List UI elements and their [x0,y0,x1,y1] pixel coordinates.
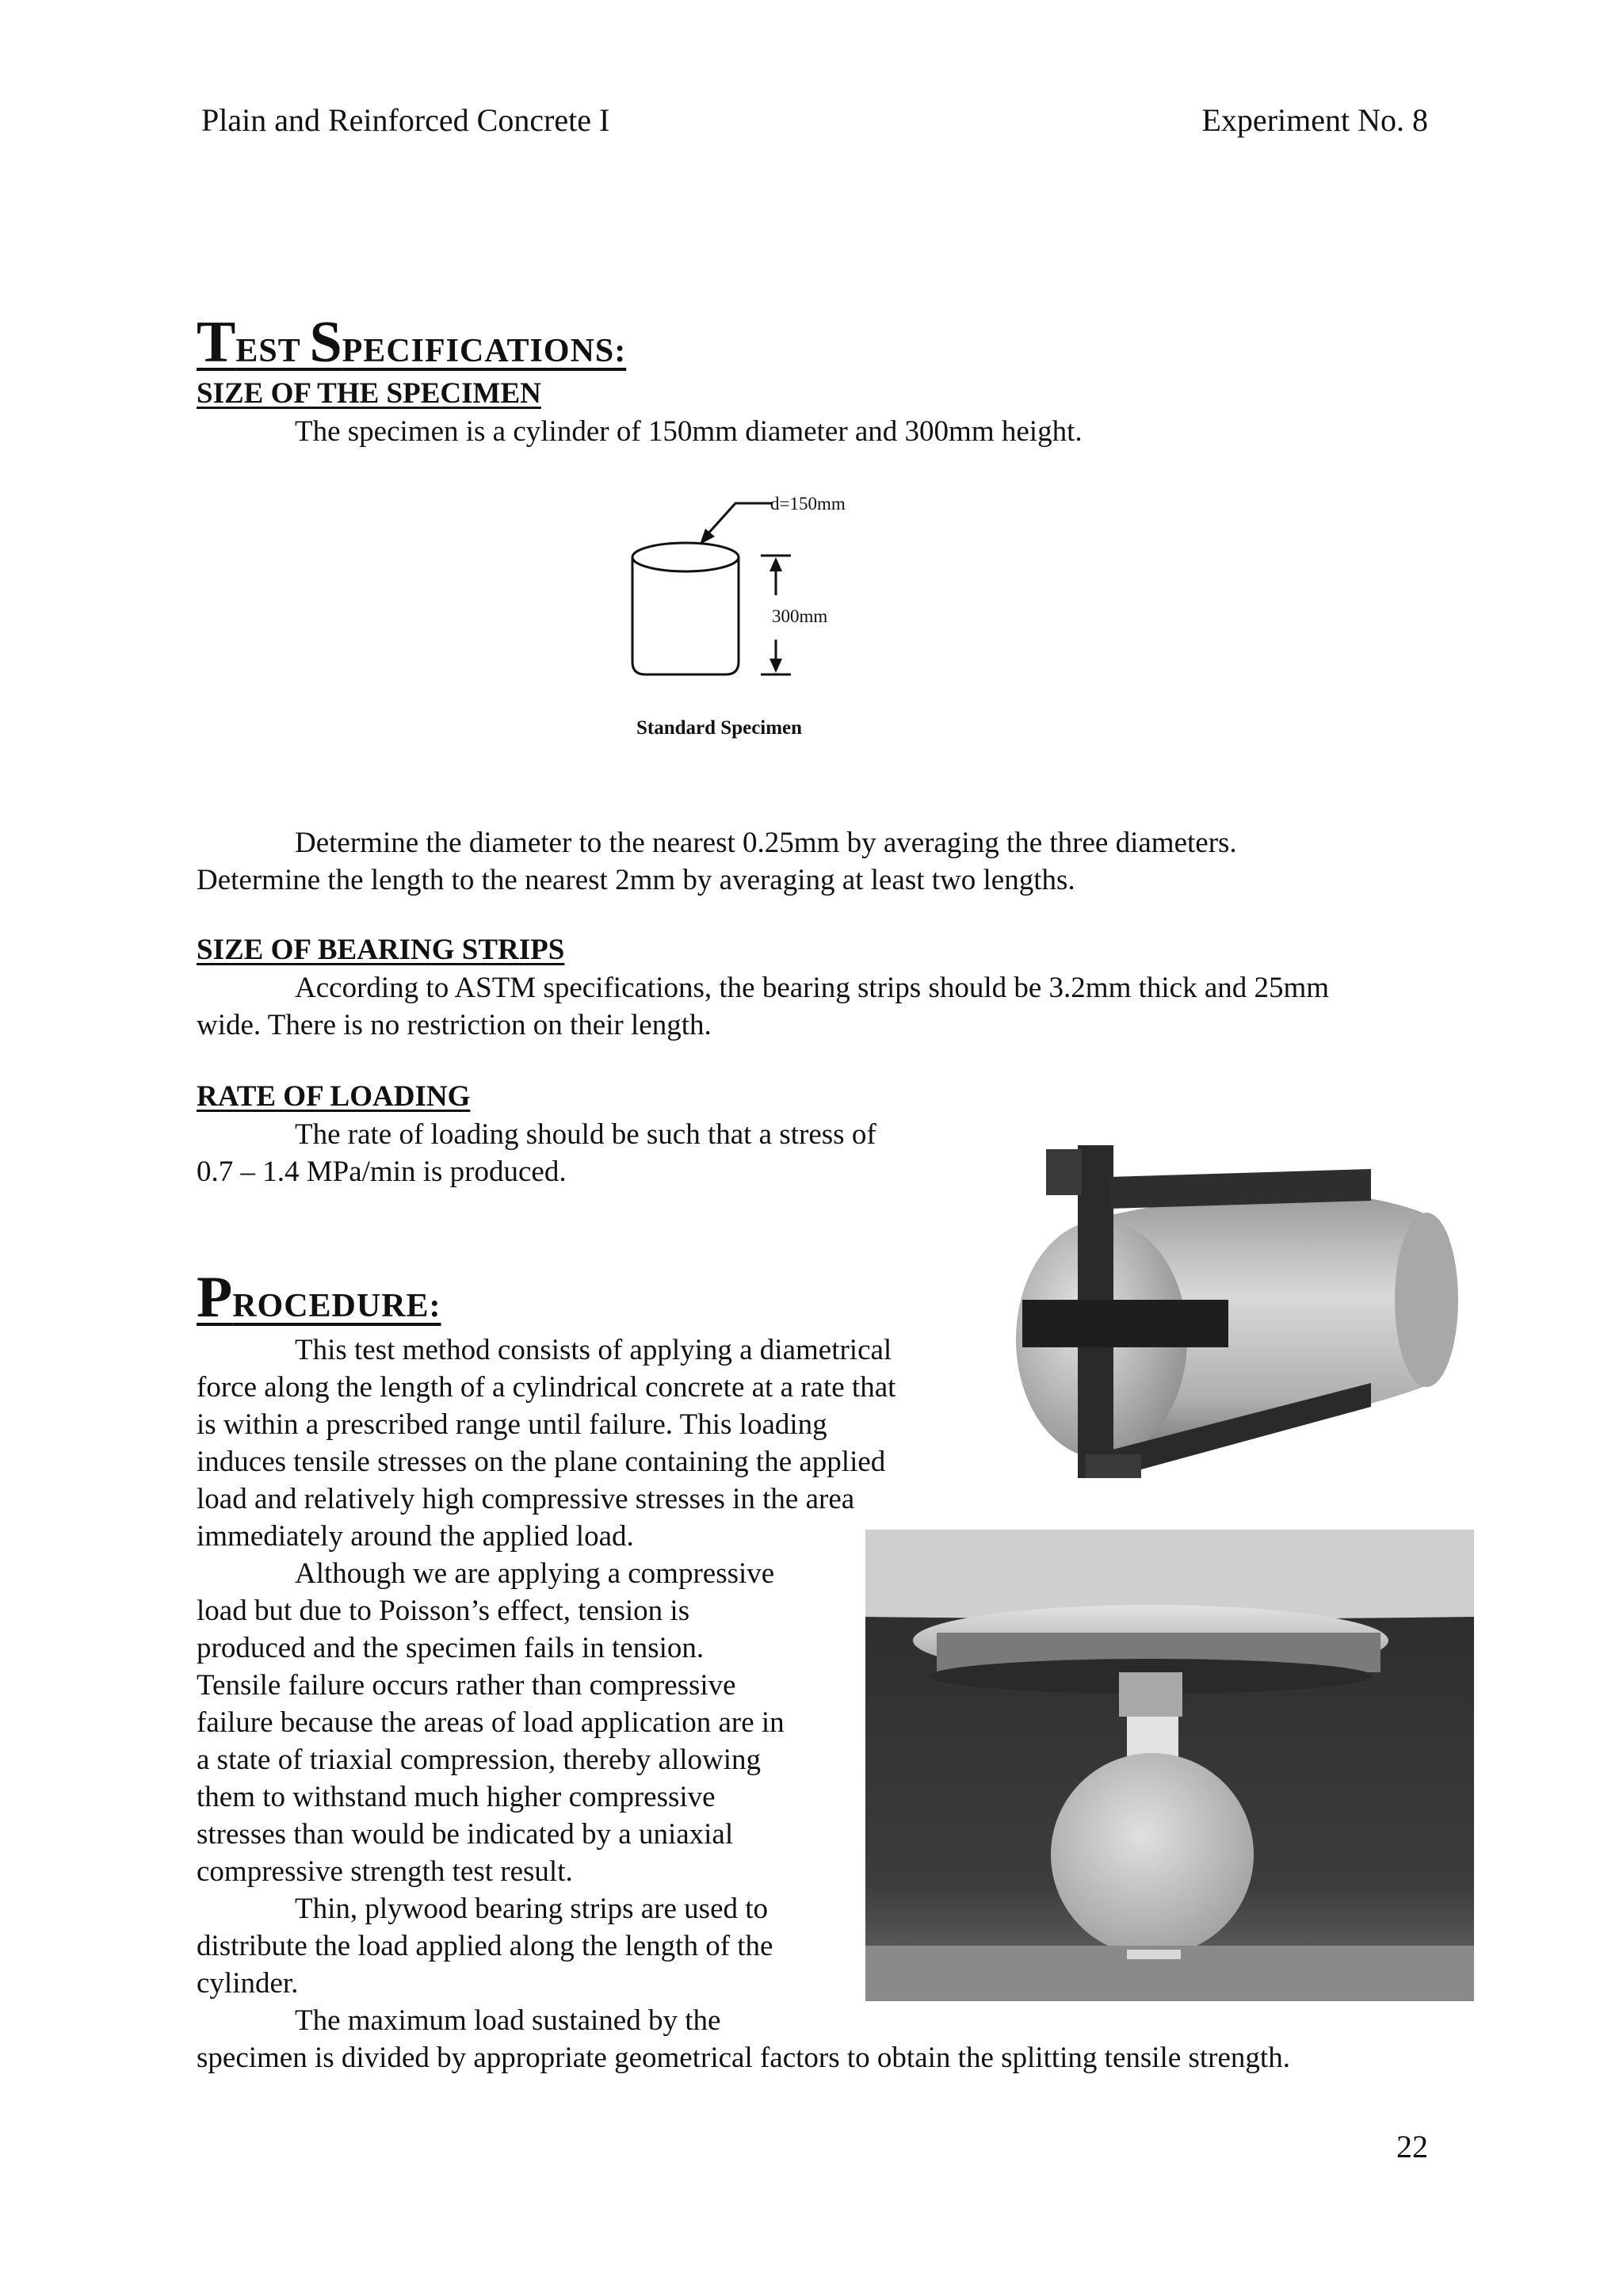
page-number: 22 [1396,2129,1428,2164]
bearing-paragraph [197,969,1329,1044]
height-up-arrowhead [769,557,782,571]
procedure-line: Thin, plywood bearing strips are used to [295,1893,769,1925]
title-rest: ROCEDURE: [232,1288,441,1324]
photo-test-machine [865,1530,1474,2001]
height-down-arrowhead [769,659,782,673]
header-course-title: Plain and Reinforced Concrete I [201,102,610,138]
procedure-line: distribute the load applied along the length of the [197,1930,773,1962]
procedure-line: force along the length of a cylindrical concrete at a rate that [197,1371,896,1404]
specimen-figure [618,487,888,693]
rate-line-1: The rate of loading should be such that a stress of [295,1118,876,1151]
procedure-line: them to withstand much higher compressive [197,1781,716,1813]
bearing-line-2: wide. There is no restriction on their length. [197,1009,712,1041]
title-capital: T [197,310,236,375]
bearing-line-1: According to ASTM specifications, the bearing strips should be 3.2mm thick and 25mm [295,972,1330,1004]
diameter-arrowhead [700,529,715,544]
figure-caption: Standard Specimen [636,717,803,739]
title-rest: PECIFICATIONS: [342,333,627,369]
rate-line-2: 0.7 – 1.4 MPa/min is produced. [197,1156,567,1188]
title-capital: P [197,1265,233,1330]
measure-paragraph [197,824,1237,899]
measure-line-1: Determine the diameter to the nearest 0.25mm by averaging the three diameters. [295,827,1237,859]
heading-bearing-strips: SIZE OF BEARING STRIPS [197,934,565,966]
procedure-line: load but due to Poisson’s effect, tension is [197,1595,690,1627]
title-rest: EST [235,333,310,369]
diameter-label: d=150mm [770,494,846,514]
procedure-line: Tensile failure occurs rather than compressive [197,1669,736,1702]
photo-machine-svg [865,1530,1474,2001]
heading-size-of-specimen: SIZE OF THE SPECIMEN [197,377,541,410]
procedure-line: produced and the specimen fails in tension. [197,1632,705,1664]
rate-paragraph [197,1116,876,1190]
height-label: 300mm [772,606,828,626]
measure-line-2: Determine the length to the nearest 2mm by averaging at least two lengths. [197,864,1075,896]
procedure-line: Although we are applying a compressive [295,1557,775,1590]
procedure-line: This test method consists of applying a diametrical [295,1334,892,1366]
procedure-line: stresses than would be indicated by a uniaxial [197,1818,734,1851]
cylinder-top-ellipse [632,543,739,571]
procedure-line: specimen is divided by appropriate geometrical factors to obtain the splitting tensile strength. [197,2042,1290,2074]
diameter-leader-line [707,503,773,535]
procedure-line: load and relatively high compressive stresses in the area [197,1483,855,1515]
cylinder-body [632,557,739,674]
size-text: The specimen is a cylinder of 150mm diameter and 300mm height. [295,415,1083,448]
procedure-line: a state of triaxial compression, thereby allowing [197,1744,762,1776]
procedure-line: is within a prescribed range until failure. This loading [197,1408,827,1441]
section-title-procedure [197,1265,441,1330]
procedure-line: induces tensile stresses on the plane containing the applied [197,1446,886,1478]
procedure-line: immediately around the applied load. [197,1520,634,1553]
section-title-test-specifications [197,310,627,375]
cylinder-diagram [618,487,888,693]
procedure-line: cylinder. [197,1967,299,2000]
heading-rate-of-loading: RATE OF LOADING [197,1080,471,1113]
procedure-line: compressive strength test result. [197,1855,573,1888]
header-experiment-number: Experiment No. 8 [1201,102,1428,138]
procedure-line: failure because the areas of load application are in [197,1706,785,1739]
title-capital: S [309,310,342,375]
procedure-line: The maximum load sustained by the [295,2004,721,2037]
